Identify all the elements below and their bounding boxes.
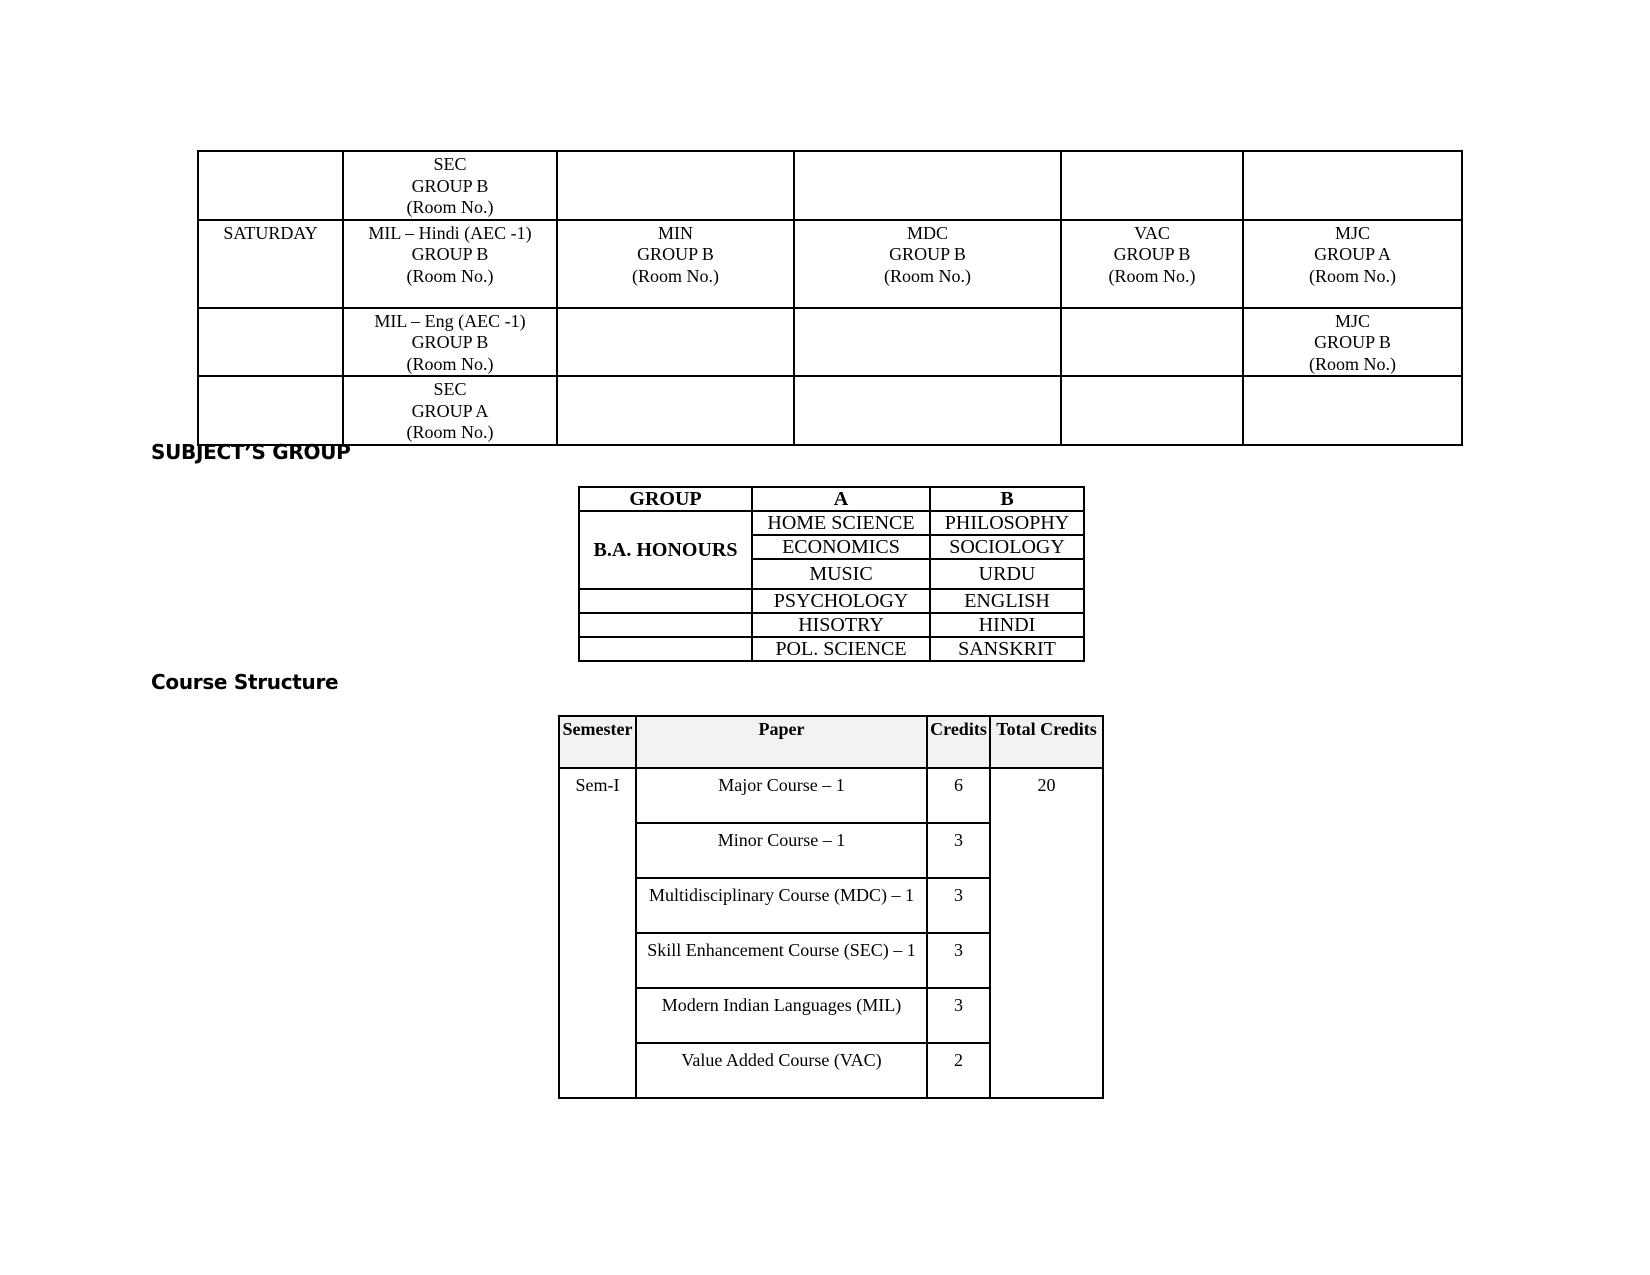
timetable-cell-line: GROUP B (411, 332, 489, 352)
credits-cell: 3 (927, 878, 990, 933)
timetable-cell-line: GROUP B (1113, 244, 1191, 264)
timetable-row (198, 151, 1462, 220)
timetable-cell-line: MIL – Eng (AEC -1) (374, 310, 526, 331)
group-b-subject: SOCIOLOGY (930, 535, 1084, 559)
timetable-cell (1061, 151, 1243, 220)
timetable-cell (557, 308, 794, 377)
timetable-cell-line: (Room No.) (632, 265, 719, 286)
timetable-cell-line: MIN (658, 222, 693, 243)
timetable-cell-line: MIL – Hindi (AEC -1) (368, 222, 532, 243)
timetable-cell-line: (Room No.) (1108, 265, 1196, 286)
credits-cell: 3 (927, 823, 990, 878)
ba-honours-label: B.A. HONOURS (579, 511, 752, 589)
timetable-cell (343, 220, 557, 308)
timetable-row (198, 220, 1462, 308)
paper-cell: Multidisciplinary Course (MDC) – 1 (636, 878, 927, 933)
group-a-subject: HISOTRY (752, 613, 930, 637)
timetable-cell-line: (Room No.) (884, 265, 971, 286)
timetable (197, 150, 1463, 446)
timetable-cell (1243, 220, 1462, 308)
day-cell (198, 151, 343, 220)
table-row (579, 589, 1084, 613)
paper-cell: Modern Indian Languages (MIL) (636, 988, 927, 1043)
timetable-cell (1061, 376, 1243, 445)
timetable-cell-line: GROUP B (637, 244, 714, 264)
paper-cell: Value Added Course (VAC) (636, 1043, 927, 1098)
semester-cell: Sem-I (559, 768, 636, 1098)
timetable-cell-line: GROUP B (889, 244, 966, 264)
timetable-cell (343, 308, 557, 377)
paper-cell: Major Course – 1 (636, 768, 927, 823)
total-credits-header: Total Credits (990, 716, 1103, 768)
credits-cell: 3 (927, 988, 990, 1043)
group-a-subject: POL. SCIENCE (752, 637, 930, 661)
course-structure-table (558, 715, 1104, 1099)
group-a-subject: MUSIC (752, 559, 930, 589)
group-b-subject: ENGLISH (930, 589, 1084, 613)
timetable-cell (1243, 151, 1462, 220)
subject-group-heading: SUBJECT’S GROUP (151, 440, 351, 464)
timetable-cell-line: (Room No.) (1309, 265, 1396, 286)
day-cell (198, 308, 343, 377)
timetable-cell-line: GROUP A (1314, 244, 1391, 264)
table-row (579, 613, 1084, 637)
timetable-cell (794, 308, 1061, 377)
timetable-cell-line: VAC (1134, 222, 1170, 243)
timetable-cell-line: MJC (1334, 222, 1370, 243)
timetable-cell-line: (Room No.) (406, 265, 494, 286)
timetable-cell-line: (Room No.) (1309, 353, 1396, 374)
timetable-cell-line: GROUP B (411, 244, 489, 264)
paper-header: Paper (636, 716, 927, 768)
timetable-cell (794, 376, 1061, 445)
paper-cell: Minor Course – 1 (636, 823, 927, 878)
timetable-cell (557, 151, 794, 220)
group-a-subject: ECONOMICS (752, 535, 930, 559)
timetable-row (198, 308, 1462, 377)
group-b-subject: SANSKRIT (930, 637, 1084, 661)
group-b-subject: PHILOSOPHY (930, 511, 1084, 535)
day-cell: SATURDAY (198, 220, 343, 308)
total-credits-cell: 20 (990, 768, 1103, 1098)
timetable-cell-line: SEC (433, 154, 467, 174)
timetable-cell-line: SEC (433, 379, 467, 399)
credits-cell: 2 (927, 1043, 990, 1098)
timetable-cell-line: (Room No.) (406, 353, 494, 374)
semester-header: Semester (559, 716, 636, 768)
timetable-cell (343, 151, 557, 220)
credits-header: Credits (927, 716, 990, 768)
table-row (579, 637, 1084, 661)
subject-group-table (578, 486, 1085, 662)
timetable-cell (557, 220, 794, 308)
timetable-cell-line: GROUP A (411, 400, 489, 421)
credits-cell: 3 (927, 933, 990, 988)
course-structure-heading: Course Structure (151, 670, 339, 694)
group-a-subject: HOME SCIENCE (752, 511, 930, 535)
timetable-cell (794, 220, 1061, 308)
timetable-cell (1243, 308, 1462, 377)
subject-group-header-row (579, 487, 1084, 511)
timetable-cell (1061, 220, 1243, 308)
timetable-cell (1061, 308, 1243, 377)
group-header: GROUP (579, 487, 752, 511)
day-cell (198, 376, 343, 445)
timetable-cell-line: MDC (906, 222, 948, 243)
timetable-cell-line: GROUP B (411, 175, 489, 196)
timetable-cell (794, 151, 1061, 220)
group-a-header: A (752, 487, 930, 511)
empty-cell (579, 637, 752, 661)
timetable-cell-line: GROUP B (1314, 332, 1391, 352)
timetable-cell-line: (Room No.) (406, 422, 494, 442)
timetable-cell-line: MJC (1334, 310, 1370, 331)
table-row (579, 511, 1084, 535)
group-b-subject: HINDI (930, 613, 1084, 637)
timetable-cell (343, 376, 557, 445)
table-row (559, 768, 1103, 823)
timetable-cell-line: (Room No.) (406, 197, 494, 217)
timetable-cell (557, 376, 794, 445)
empty-cell (579, 613, 752, 637)
group-b-header: B (930, 487, 1084, 511)
empty-cell (579, 589, 752, 613)
paper-cell: Skill Enhancement Course (SEC) – 1 (636, 933, 927, 988)
course-header-row (559, 716, 1103, 768)
group-b-subject: URDU (930, 559, 1084, 589)
timetable-row (198, 376, 1462, 445)
group-a-subject: PSYCHOLOGY (752, 589, 930, 613)
credits-cell: 6 (927, 768, 990, 823)
timetable-cell (1243, 376, 1462, 445)
